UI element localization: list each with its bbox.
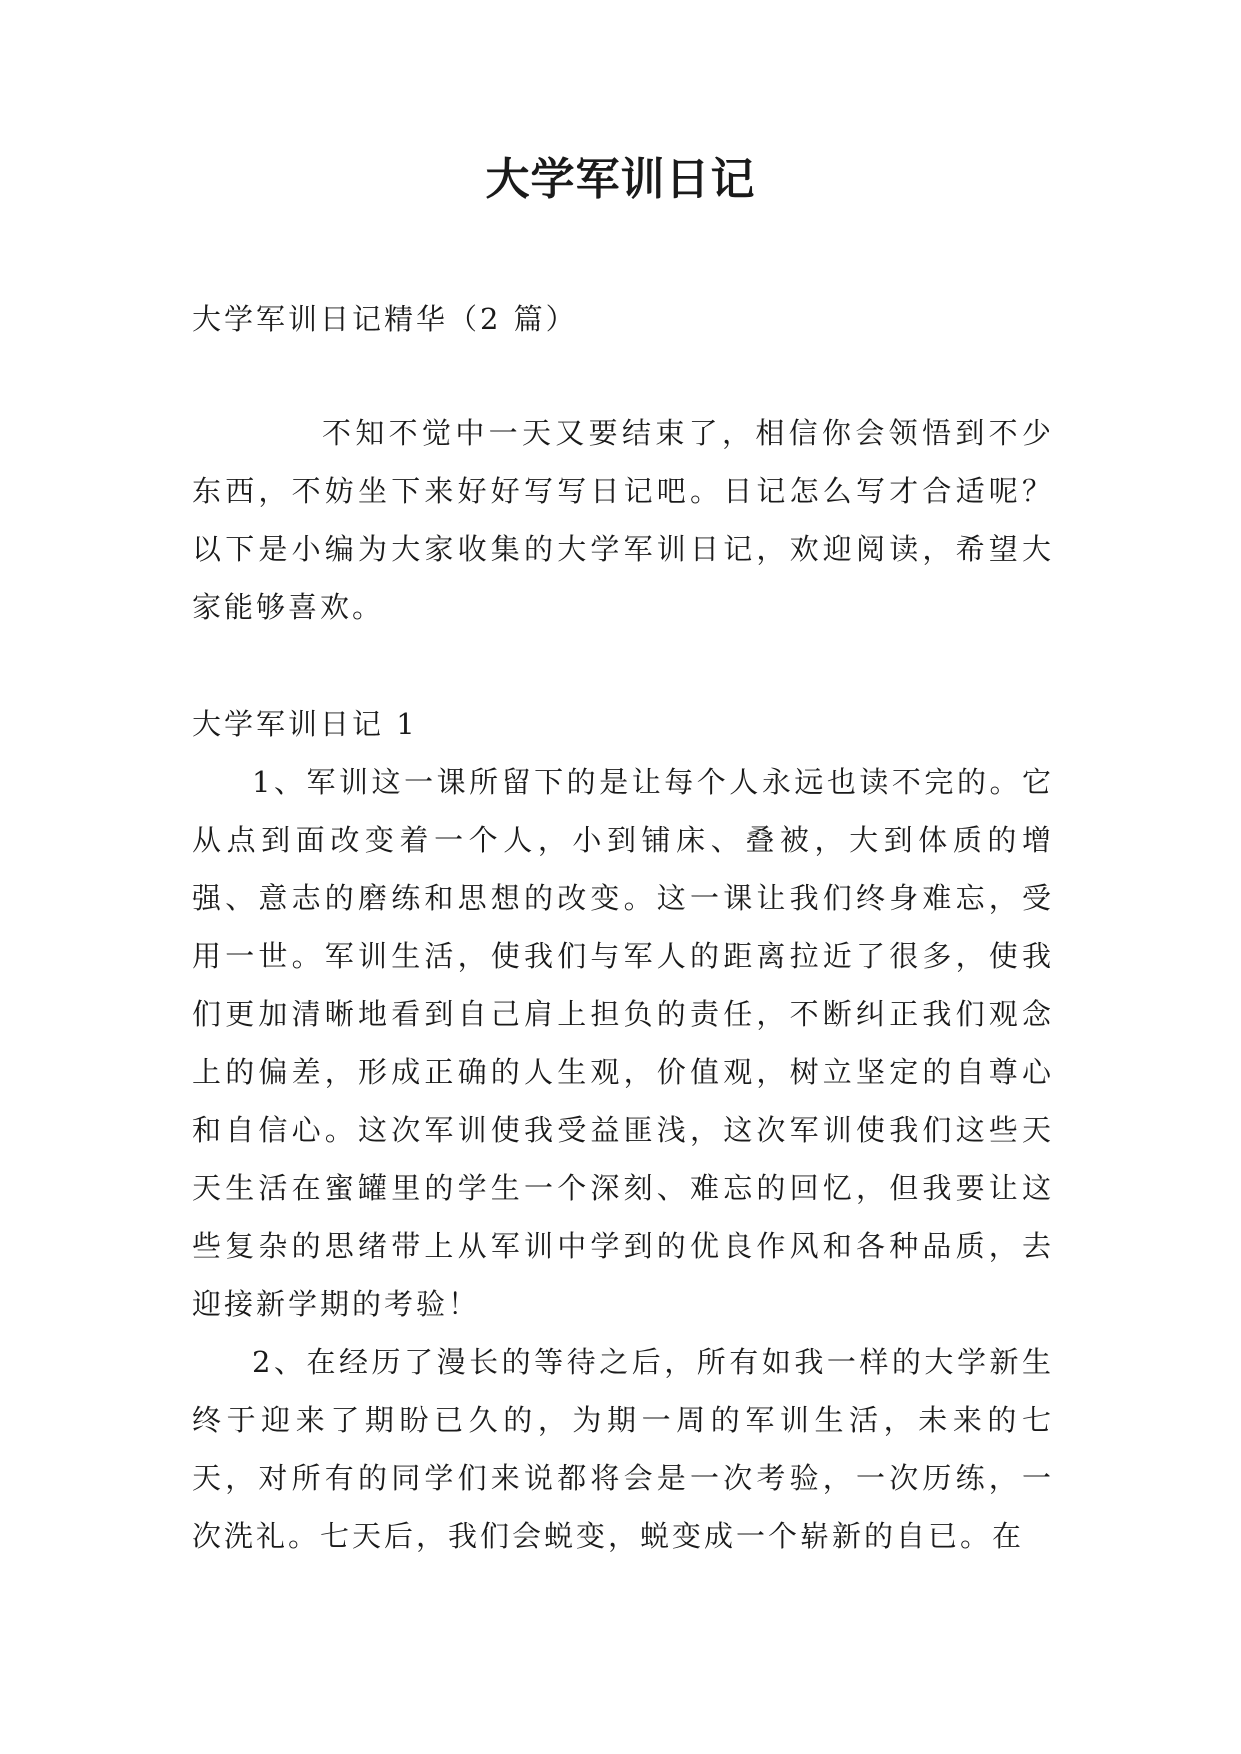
section-heading: 大学军训日记 1 bbox=[192, 707, 418, 741]
document-title: 大学军训日记 bbox=[485, 154, 756, 205]
body-paragraph-2: 2、在经历了漫长的等待之后，所有如我一样的大学新生终于迎来了期盼已久的，为期一周的军训生活，未来的七天，对所有的同学们来说都将会是一次考验，一次历练，一次洗礼。七天后，我们会蜕变，蜕变成一个崭新的自已。在 bbox=[192, 1345, 1054, 1553]
body-paragraph-1: 1、军训这一课所留下的是让每个人永远也读不完的。它从点到面改变着一个人，小到铺床、叠被，大到体质的增强、意志的磨练和思想的改变。这一课让我们终身难忘，受用一世。军训生活，使我们与军人的距离拉近了很多，使我们更加清晰地看到自己肩上担负的责任，不断纠正我们观念上的偏差，形成正确的人生观，价值观，树立坚定的自尊心和自信心。这次军训使我受益匪浅，这次军训使我们这些天天生活在蜜罐里的学生一个深刻、难忘的回忆，但我要让这些复杂的思绪带上从军训中学到的优良作风和各种品质，去迎接新学期的考验！ bbox=[192, 765, 1054, 1321]
document-subtitle: 大学军训日记精华（2 篇） bbox=[192, 302, 578, 336]
intro-paragraph: 不知不觉中一天又要结束了，相信你会领悟到不少东西，不妨坐下来好好写写日记吧。日记怎么写才合适呢？以下是小编为大家收集的大学军训日记，欢迎阅读，希望大家能够喜欢。 bbox=[192, 416, 1054, 624]
